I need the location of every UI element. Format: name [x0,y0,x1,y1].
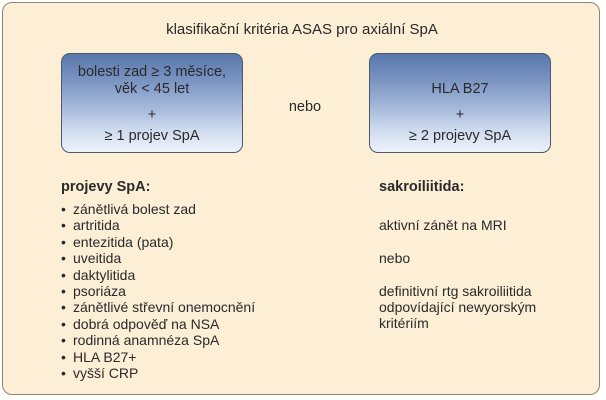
sacroiliitis-xray-line-3: kritériím [379,315,429,331]
bullet: • [61,233,66,250]
box-text-age: věk < 45 let [114,81,190,97]
sacroiliitis-xray-line-1: definitivní rtg sakroiliitida [379,283,532,299]
list-item-label: uveitida [73,250,122,267]
list-item-label: zánětlivá bolest zad [73,201,196,217]
list-item-label: rodinná anamnéza SpA [73,332,220,349]
box-plus-sign: + [455,107,465,123]
box-text-spa-feature: ≥ 1 projev SpA [104,128,200,144]
list-item [61,316,255,332]
sacroiliitis-mri-criterion: aktivní zánět na MRI [379,217,507,233]
spa-features-list [61,201,255,381]
bullet: • [61,332,66,349]
bullet: • [61,348,66,365]
sacroiliitis-heading: sakroiliitida: [379,179,465,195]
bullet: • [61,282,66,299]
list-item-label: psoriáza [73,282,126,299]
box-text-pain-duration: bolesti zad ≥ 3 měsíce, [77,64,227,80]
list-item [61,250,255,266]
sacroiliitis-or-separator: nebo [379,250,411,266]
list-item-label: vyšší CRP [73,364,139,381]
spa-features-heading: projevy SpA: [61,179,151,195]
bullet: • [61,266,66,283]
list-item [61,349,255,365]
bullet: • [61,250,66,267]
criteria-panel [2,2,600,395]
list-item [61,234,255,250]
box-text-spa-features: ≥ 2 projevy SpA [408,128,512,144]
box-text-hla: HLA B27 [431,81,489,97]
list-item [61,332,255,348]
list-item [61,283,255,299]
bullet: • [61,364,66,381]
list-item [61,217,255,233]
list-item-label: artritida [73,217,120,234]
bullet: • [61,315,66,332]
list-item-label: zánětlivé střevní onemocnění [73,299,256,316]
box-plus-sign: + [147,107,157,123]
diagram-title: klasifikační kritéria ASAS pro axiální SpA [166,21,438,38]
criteria-box-back-pain [61,53,243,153]
list-item-label: daktylitida [73,266,136,283]
list-item-label: dobrá odpověď na NSA [73,315,220,332]
list-item-label: HLA B27+ [73,348,137,365]
list-item [61,267,255,283]
bullet: • [61,299,66,316]
list-item [61,365,255,381]
bullet: • [61,201,66,217]
criteria-box-hla-b27 [369,53,551,153]
bullet: • [61,217,66,234]
or-connector: nebo [288,99,322,115]
sacroiliitis-xray-line-2: odpovídající newyorským [379,299,537,315]
list-item-label: entezitida (pata) [73,233,174,250]
list-item [61,299,255,315]
list-item [61,201,255,217]
